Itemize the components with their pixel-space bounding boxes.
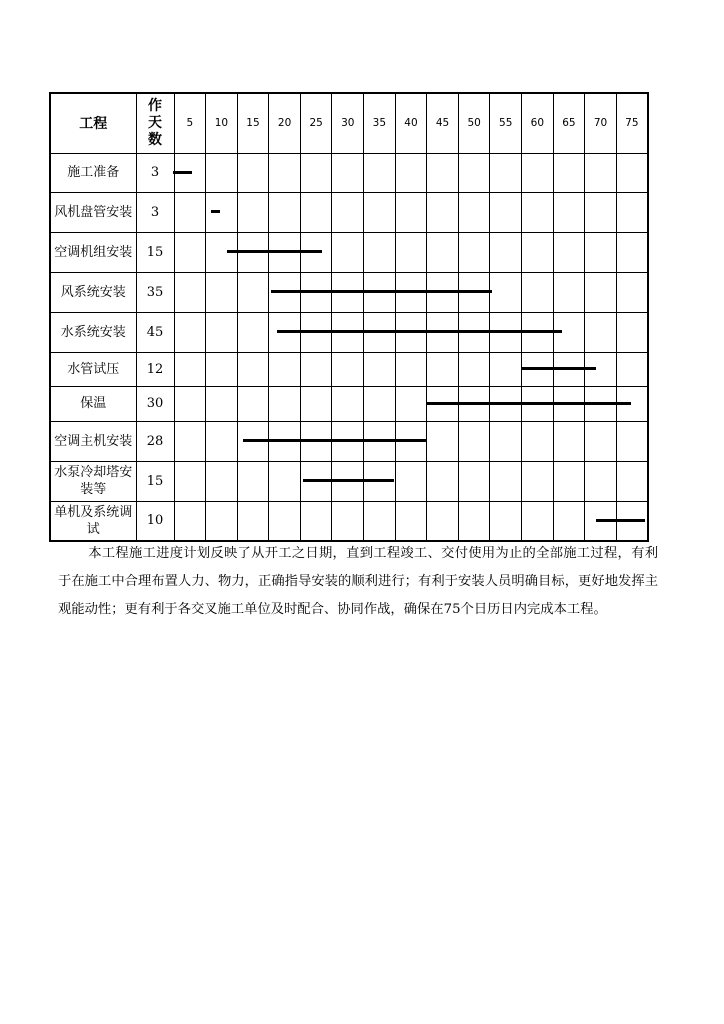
- grid-cell: [522, 312, 554, 352]
- grid-cell: [300, 461, 332, 501]
- grid-cell: [490, 312, 522, 352]
- grid-cell: [522, 386, 554, 421]
- grid-cell: [364, 421, 396, 461]
- grid-cell: [174, 386, 206, 421]
- grid-cell: [490, 272, 522, 312]
- task-duration: 30: [136, 386, 174, 421]
- grid-cell: [458, 153, 490, 192]
- grid-cell: [553, 461, 585, 501]
- grid-cell: [490, 192, 522, 232]
- grid-cell: [237, 461, 269, 501]
- grid-cell: [585, 461, 617, 501]
- grid-cell: [427, 312, 459, 352]
- table-row: [50, 272, 648, 312]
- grid-cell: [458, 192, 490, 232]
- paragraph-text: 本工程施工进度计划反映了从开工之日期，直到工程竣工、交付使用为止的全部施工过程，有利于在施工中合理布置人力、物力，正确指导安装的顺利进行；有利于安装人员明确目标，更好地发挥主观能动性；更有利于各交叉施工单位及时配合、协同作战，确保在75个日历日内完成本工程。: [58, 546, 658, 617]
- grid-cell: [364, 386, 396, 421]
- task-duration: 45: [136, 312, 174, 352]
- grid-cell: [300, 192, 332, 232]
- grid-cell: [585, 153, 617, 192]
- grid-cell: [395, 192, 427, 232]
- grid-cell: [616, 153, 648, 192]
- grid-cell: [237, 192, 269, 232]
- grid-cell: [490, 153, 522, 192]
- header-day-mark: 25: [300, 93, 332, 153]
- grid-cell: [174, 352, 206, 386]
- header-row: [50, 93, 648, 153]
- header-day-mark: 15: [237, 93, 269, 153]
- schedule-table-container: [49, 92, 647, 538]
- header-day-mark: 40: [395, 93, 427, 153]
- grid-cell: [458, 232, 490, 272]
- grid-cell: [458, 461, 490, 501]
- grid-cell: [364, 501, 396, 541]
- grid-cell: [300, 501, 332, 541]
- table-row: [50, 501, 648, 541]
- description-paragraph: [58, 540, 658, 624]
- grid-cell: [174, 192, 206, 232]
- task-duration: 35: [136, 272, 174, 312]
- grid-cell: [174, 421, 206, 461]
- grid-cell: [332, 461, 364, 501]
- grid-cell: [522, 192, 554, 232]
- grid-cell: [522, 461, 554, 501]
- grid-cell: [206, 421, 238, 461]
- grid-cell: [522, 153, 554, 192]
- header-task: 工程: [50, 93, 136, 153]
- grid-cell: [522, 272, 554, 312]
- task-name: 水管试压: [50, 352, 136, 386]
- grid-cell: [237, 501, 269, 541]
- task-name: 水系统安装: [50, 312, 136, 352]
- grid-cell: [269, 421, 301, 461]
- table-row: [50, 352, 648, 386]
- grid-cell: [206, 192, 238, 232]
- grid-cell: [395, 232, 427, 272]
- grid-cell: [427, 232, 459, 272]
- grid-cell: [174, 153, 206, 192]
- grid-cell: [395, 386, 427, 421]
- grid-cell: [300, 421, 332, 461]
- header-day-mark: 75: [616, 93, 648, 153]
- grid-cell: [206, 461, 238, 501]
- grid-cell: [616, 352, 648, 386]
- grid-cell: [237, 352, 269, 386]
- grid-cell: [585, 192, 617, 232]
- grid-cell: [300, 272, 332, 312]
- task-name: 空调主机安装: [50, 421, 136, 461]
- grid-cell: [269, 461, 301, 501]
- grid-cell: [269, 352, 301, 386]
- grid-cell: [553, 192, 585, 232]
- grid-cell: [553, 232, 585, 272]
- header-day-mark: 5: [174, 93, 206, 153]
- grid-cell: [585, 272, 617, 312]
- grid-cell: [364, 272, 396, 312]
- grid-cell: [458, 501, 490, 541]
- grid-cell: [300, 352, 332, 386]
- header-day-mark: 10: [206, 93, 238, 153]
- grid-cell: [553, 312, 585, 352]
- task-duration: 10: [136, 501, 174, 541]
- grid-cell: [174, 272, 206, 312]
- grid-cell: [490, 386, 522, 421]
- grid-cell: [427, 153, 459, 192]
- table-row: [50, 192, 648, 232]
- grid-cell: [490, 232, 522, 272]
- header-day-mark: 35: [364, 93, 396, 153]
- grid-cell: [237, 272, 269, 312]
- grid-cell: [332, 312, 364, 352]
- grid-cell: [332, 192, 364, 232]
- grid-cell: [206, 501, 238, 541]
- header-day-mark: 20: [269, 93, 301, 153]
- grid-cell: [427, 272, 459, 312]
- grid-cell: [395, 352, 427, 386]
- grid-cell: [616, 421, 648, 461]
- grid-cell: [458, 421, 490, 461]
- task-duration: 12: [136, 352, 174, 386]
- grid-cell: [332, 352, 364, 386]
- grid-cell: [553, 352, 585, 386]
- grid-cell: [427, 501, 459, 541]
- task-name: 施工准备: [50, 153, 136, 192]
- task-name: 风机盘管安装: [50, 192, 136, 232]
- grid-cell: [522, 421, 554, 461]
- grid-cell: [364, 153, 396, 192]
- header-days-char: 天: [148, 114, 162, 131]
- grid-cell: [206, 272, 238, 312]
- grid-cell: [553, 386, 585, 421]
- grid-cell: [585, 501, 617, 541]
- header-day-mark: 60: [522, 93, 554, 153]
- grid-cell: [616, 461, 648, 501]
- grid-cell: [616, 192, 648, 232]
- header-days-char: 作: [148, 97, 162, 114]
- grid-cell: [585, 421, 617, 461]
- grid-cell: [490, 352, 522, 386]
- grid-cell: [553, 421, 585, 461]
- header-days: [136, 93, 174, 153]
- grid-cell: [585, 386, 617, 421]
- grid-cell: [553, 153, 585, 192]
- grid-cell: [427, 386, 459, 421]
- grid-cell: [364, 232, 396, 272]
- grid-cell: [364, 192, 396, 232]
- grid-cell: [269, 192, 301, 232]
- grid-cell: [616, 232, 648, 272]
- grid-cell: [300, 386, 332, 421]
- table-row: [50, 153, 648, 192]
- grid-cell: [364, 352, 396, 386]
- grid-cell: [395, 461, 427, 501]
- grid-cell: [206, 386, 238, 421]
- header-day-mark: 65: [553, 93, 585, 153]
- grid-cell: [206, 153, 238, 192]
- grid-cell: [522, 352, 554, 386]
- grid-cell: [585, 352, 617, 386]
- task-duration: 3: [136, 192, 174, 232]
- schedule-table: [49, 92, 649, 542]
- grid-cell: [616, 386, 648, 421]
- grid-cell: [522, 232, 554, 272]
- grid-cell: [332, 386, 364, 421]
- grid-cell: [395, 153, 427, 192]
- header-day-mark: 70: [585, 93, 617, 153]
- grid-cell: [174, 461, 206, 501]
- task-duration: 28: [136, 421, 174, 461]
- grid-cell: [395, 421, 427, 461]
- grid-cell: [522, 501, 554, 541]
- grid-cell: [237, 312, 269, 352]
- task-name: 单机及系统调试: [50, 501, 136, 541]
- task-duration: 3: [136, 153, 174, 192]
- grid-cell: [206, 352, 238, 386]
- grid-cell: [395, 312, 427, 352]
- task-name: 风系统安装: [50, 272, 136, 312]
- grid-cell: [237, 232, 269, 272]
- grid-cell: [332, 272, 364, 312]
- grid-cell: [237, 153, 269, 192]
- grid-cell: [269, 272, 301, 312]
- grid-cell: [174, 312, 206, 352]
- grid-cell: [427, 352, 459, 386]
- grid-cell: [427, 461, 459, 501]
- header-day-mark: 50: [458, 93, 490, 153]
- grid-cell: [269, 232, 301, 272]
- grid-cell: [427, 192, 459, 232]
- table-row: [50, 232, 648, 272]
- grid-cell: [332, 501, 364, 541]
- grid-cell: [269, 501, 301, 541]
- task-name: 保温: [50, 386, 136, 421]
- grid-cell: [427, 421, 459, 461]
- task-name: 水泵冷却塔安装等: [50, 461, 136, 501]
- grid-cell: [395, 501, 427, 541]
- grid-cell: [332, 153, 364, 192]
- header-day-mark: 45: [427, 93, 459, 153]
- task-name: 空调机组安装: [50, 232, 136, 272]
- grid-cell: [332, 421, 364, 461]
- grid-cell: [237, 421, 269, 461]
- grid-cell: [458, 386, 490, 421]
- grid-cell: [332, 232, 364, 272]
- table-row: [50, 421, 648, 461]
- header-days-char: 数: [148, 131, 162, 148]
- header-day-mark: 30: [332, 93, 364, 153]
- grid-cell: [174, 232, 206, 272]
- grid-cell: [616, 501, 648, 541]
- grid-cell: [616, 272, 648, 312]
- grid-cell: [300, 312, 332, 352]
- grid-cell: [395, 272, 427, 312]
- grid-cell: [206, 232, 238, 272]
- grid-cell: [206, 312, 238, 352]
- grid-cell: [300, 153, 332, 192]
- grid-cell: [458, 272, 490, 312]
- grid-cell: [364, 461, 396, 501]
- grid-cell: [269, 312, 301, 352]
- grid-cell: [364, 312, 396, 352]
- grid-cell: [490, 501, 522, 541]
- grid-cell: [269, 153, 301, 192]
- table-row: [50, 312, 648, 352]
- grid-cell: [300, 232, 332, 272]
- grid-cell: [616, 312, 648, 352]
- grid-cell: [237, 386, 269, 421]
- grid-cell: [490, 421, 522, 461]
- header-day-mark: 55: [490, 93, 522, 153]
- grid-cell: [458, 352, 490, 386]
- grid-cell: [269, 386, 301, 421]
- table-row: [50, 386, 648, 421]
- grid-cell: [553, 501, 585, 541]
- task-duration: 15: [136, 232, 174, 272]
- grid-cell: [490, 461, 522, 501]
- grid-cell: [585, 232, 617, 272]
- grid-cell: [174, 501, 206, 541]
- task-duration: 15: [136, 461, 174, 501]
- grid-cell: [585, 312, 617, 352]
- table-row: [50, 461, 648, 501]
- grid-cell: [553, 272, 585, 312]
- grid-cell: [458, 312, 490, 352]
